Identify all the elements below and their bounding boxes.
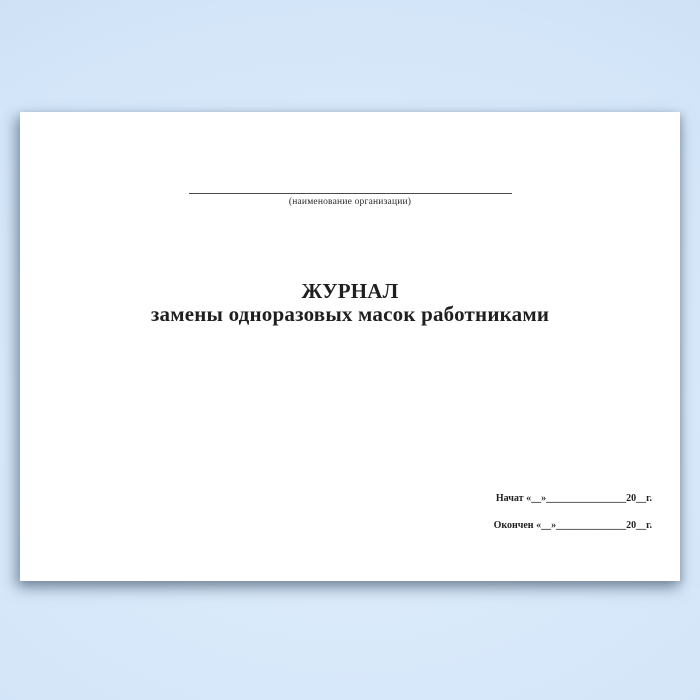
organization-name-block [20,175,680,208]
journal-title: ЖУРНАЛ [301,279,399,303]
date-fields-block [494,492,652,532]
organization-name-blank-line [189,175,512,194]
journal-title-block [20,280,680,326]
organization-name-caption: (наименование организации) [288,197,412,207]
journal-subtitle: замены одноразовых масок работниками [150,302,550,326]
journal-cover-page [20,112,680,581]
finished-date-line: Окончен «__»______________20__г. [493,520,652,531]
started-date-line: Начат «__»________________20__г. [495,493,652,504]
